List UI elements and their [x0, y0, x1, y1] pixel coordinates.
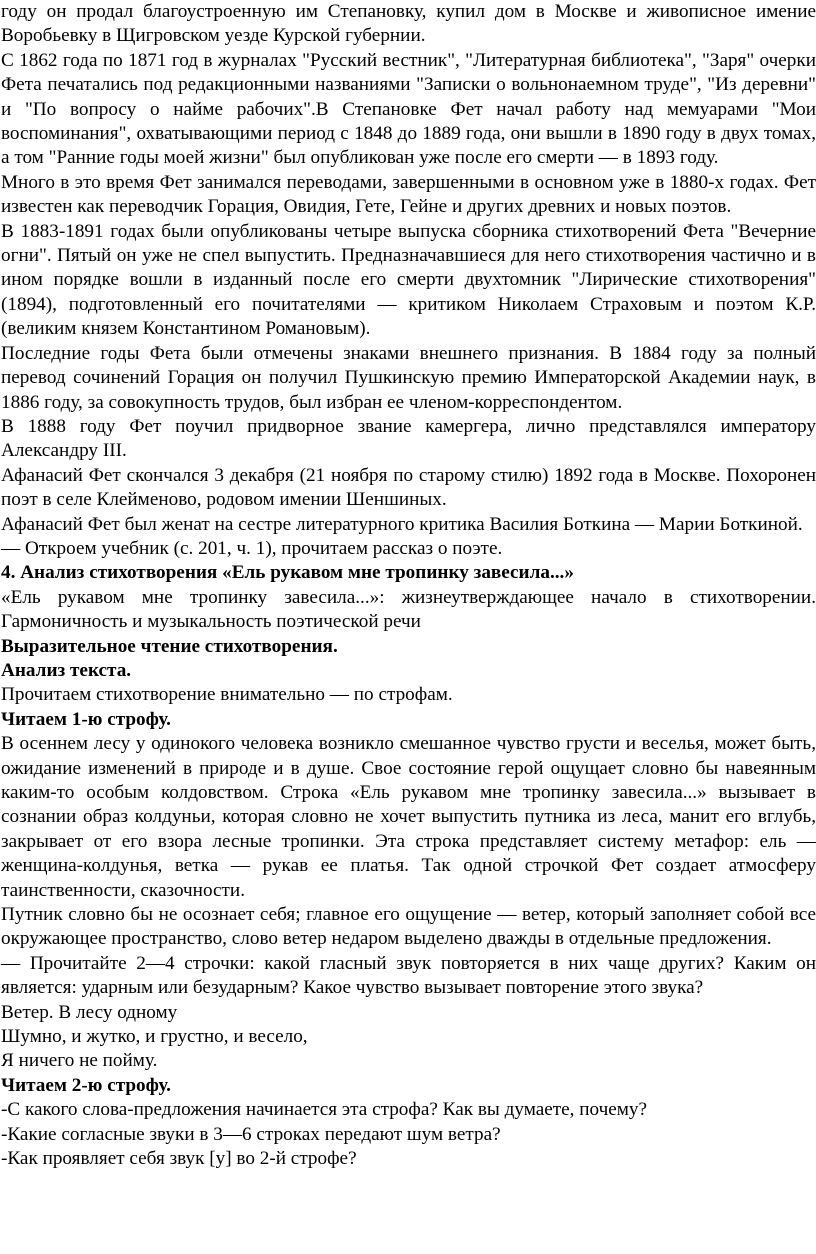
poem-line-2: Шумно, и жутко, и грустно, и весело,	[1, 1026, 308, 1048]
paragraph-recognition: Последние годы Фета были отмечены знаками внешнего признания. В 1884 году за полный перевод сочинений Горация он получил Пушкинскую премию Императорской Академии наук, в 1886 году, за совокупность трудов, был избран ее членом-корреспондентом.	[1, 342, 816, 413]
paragraph-evening-lights: В 1883-1891 годах были опубликованы четыре выпуска сборника стихотворений Фета "Вечерние огни". Пятый он уже не спел выпустить. Предназначавшиеся для него стихотворения частично и в ином порядке вошли в изданный после его смерти двухтомник "Лирические стихотворения" (1894), подготовленный его почитателями — критиком Николаем Страховым и поэтом К.Р. (великим князем Константином Романовым).	[1, 220, 816, 340]
heading-stanza-2: Читаем 2-ю строфу.	[1, 1074, 171, 1096]
paragraph-question-vowel: — Прочитайте 2—4 строчки: какой гласный звук повторяется в них чаще других? Каким он является: ударным или безударным? Какое чувство вызывает повторение этого звука?	[1, 952, 816, 999]
question-sound-u: -Как проявляет себя звук [у] во 2-й строфе?	[1, 1148, 357, 1170]
paragraph-stanza-1-analysis: В осеннем лесу у одинокого человека возникло смешанное чувство грусти и веселья, может быть, ожидание изменений в природе и в душе. Свое состояние герой ощущает словно бы навеянным каким-то особым колдовством. Строка «Ель рукавом мне тропинку завесила...» вызывает в сознании образ колдуньи, которая словно не хочет выпустить путника из леса, манит его вглубь, закрывает от его взора лесные тропинки. Эта строка представляет систему метафор: ель — женщина-колдунья, ветка — рукав ее платья. Так одной строчкой Фет создает атмосферу таинственности, сказочности.	[1, 733, 816, 901]
question-consonants: -Какие согласные звуки в 3—6 строках передают шум ветра?	[1, 1123, 501, 1145]
paragraph-open-textbook: — Откроем учебник (с. 201, ч. 1), прочитаем рассказ о поэте.	[1, 537, 503, 559]
heading-text-analysis: Анализ текста.	[1, 659, 132, 681]
heading-expressive-reading: Выразительное чтение стихотворения.	[1, 635, 338, 657]
paragraph-poem-theme: «Ель рукавом мне тропинку завесила...»: жизнеутверждающее начало в стихотворении. Гармоничность и музыкальность поэтической речи	[1, 586, 816, 633]
poem-line-3: Я ничего не пойму.	[1, 1050, 158, 1072]
paragraph-wanderer-wind: Путник словно бы не осознает себя; главное его ощущение — ветер, который заполняет собой все окружающее пространство, слово ветер недаром выделено дважды в отдельные предложения.	[1, 904, 816, 950]
paragraph-marriage: Афанасий Фет был женат на сестре литературного критика Василия Боткина — Марии Боткиной.	[1, 513, 803, 535]
heading-stanza-1: Читаем 1-ю строфу.	[1, 708, 171, 730]
paragraph-death: Афанасий Фет скончался 3 декабря (21 ноября по старому стилю) 1892 года в Москве. Похоронен поэт в селе Клейменово, родовом имении Шеншиных.	[1, 464, 816, 511]
paragraph-chamberlain: В 1888 году Фет поучил придворное звание камергера, лично представлялся императору Александру III.	[1, 415, 816, 462]
paragraph-stepanovka-sale: году он продал благоустроенную им Степановку, купил дом в Москве и живописное имение Воробьевку в Щигровском уезде Курской губернии.	[1, 1, 816, 47]
paragraph-translations: Много в это время Фет занимался переводами, завершенными в основном уже в 1880-х годах. Фет известен как переводчик Горация, Овидия, Гете, Гейне и других древних и новых поэтов.	[1, 171, 816, 218]
section-heading-analysis: 4. Анализ стихотворения «Ель рукавом мне тропинку завесила...»	[1, 562, 574, 584]
poem-line-1: Ветер. В лесу одному	[1, 1001, 178, 1023]
paragraph-journals-memoirs: С 1862 года по 1871 год в журналах "Русский вестник", "Литературная библиотека", "Заря" очерки Фета печатались под редакционными названиями "Записки о вольнонаемном труде", "Из деревни" и "По вопросу о найме рабочих".В Степановке Фет начал работу над мемуарами "Мои воспоминания", охватывающими период с 1848 до 1889 года, они вышли в 1890 году в двух томах, а том "Ранние годы моей жизни" был опубликован уже после его смерти — в 1893 году.	[1, 49, 816, 169]
paragraph-read-by-stanzas: Прочитаем стихотворение внимательно — по строфам.	[1, 684, 453, 706]
question-stanza-start: -С какого слова-предложения начинается эта строфа? Как вы думаете, почему?	[1, 1099, 648, 1121]
